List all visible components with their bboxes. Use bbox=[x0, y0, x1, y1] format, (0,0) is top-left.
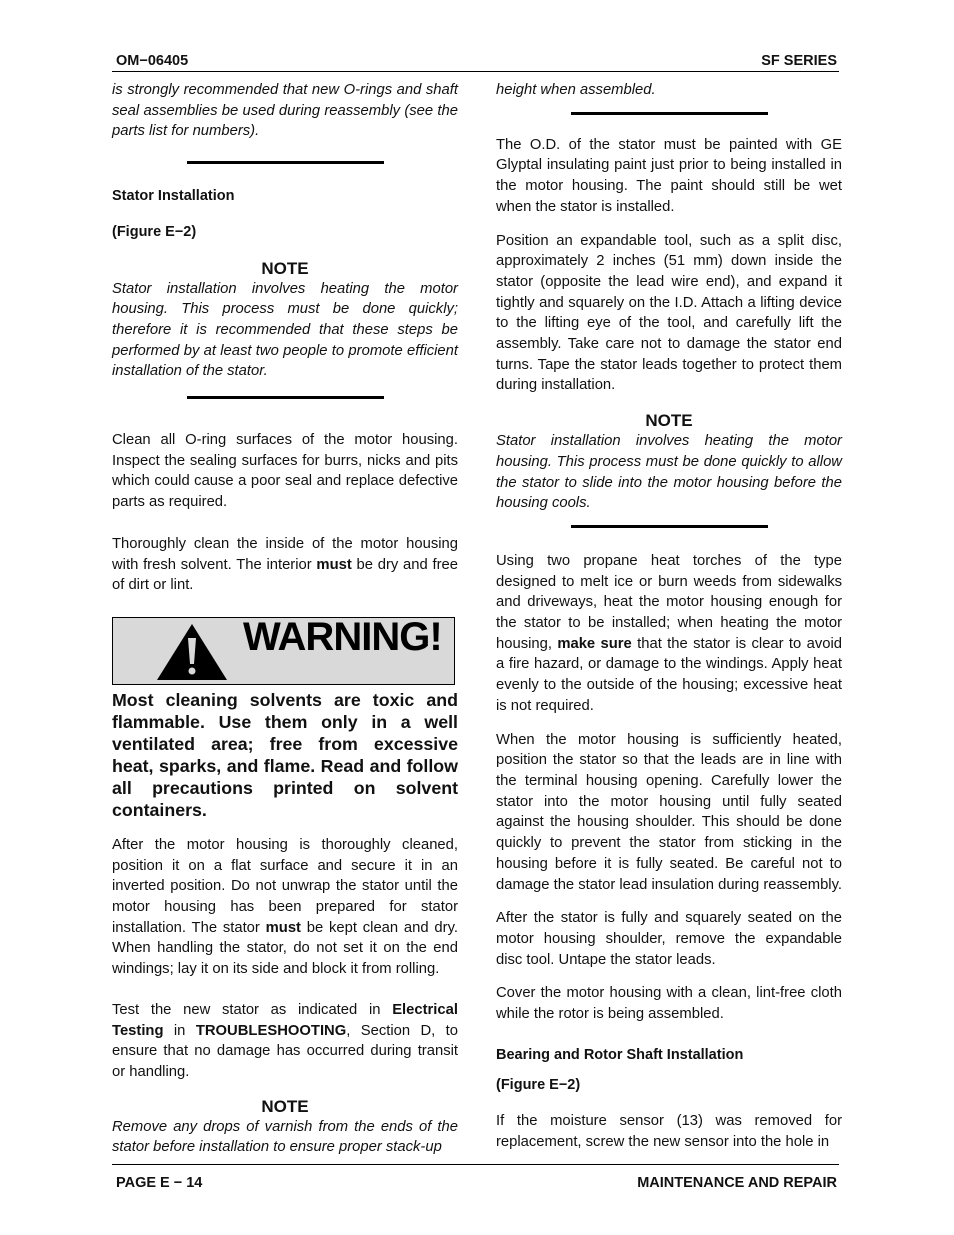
divider-bar bbox=[187, 396, 384, 399]
divider-bar bbox=[571, 525, 768, 528]
note-text: Stator installation involves heating the motor housing. This process must be done quickly to allow the stator to slide into the motor housing before the housing cools. bbox=[496, 433, 842, 512]
warning-triangle-icon bbox=[155, 622, 229, 682]
paragraph: Cover the motor housing with a clean, lint-free cloth while the rotor is being assembled. bbox=[496, 985, 842, 1023]
document-id: OM−06405 bbox=[116, 53, 189, 69]
divider-bar bbox=[571, 112, 768, 115]
section-title: Bearing and Rotor Shaft Installation bbox=[496, 1046, 744, 1063]
paragraph: After the motor housing is thoroughly cleaned, position it on a flat surface and secure it in an inverted position. Do not unwrap the stator until the motor housing has been prepared for stator installation. The stator must be kept clean and dry. When handling the stator, do not set it on the end windings; lay it on its side and block it from rolling. bbox=[112, 836, 458, 978]
note-text: Remove any drops of varnish from the ends of the stator before installation to ensure proper stack-up bbox=[112, 1118, 458, 1156]
continued-text: height when assembled. bbox=[496, 82, 656, 98]
right-column bbox=[496, 80, 842, 1153]
section-figure-ref: (Figure E−2) bbox=[112, 223, 197, 240]
note-text: Stator installation involves heating the motor housing. This process must be done quickly; therefore it is recommended that these steps be performed by at least two people to promote efficient installation of the stator. bbox=[112, 280, 458, 380]
divider-bar bbox=[187, 161, 384, 164]
note-title: NOTE bbox=[645, 411, 693, 431]
paragraph: Clean all O-ring surfaces of the motor housing. Inspect the sealing surfaces for burrs, nicks and pits which could cause a poor seal and replace defective parts as required. bbox=[112, 432, 458, 511]
section-title: Stator Installation bbox=[112, 188, 235, 205]
section-name: MAINTENANCE AND REPAIR bbox=[637, 1175, 837, 1191]
paragraph: Test the new stator as indicated in Electrical Testing in TROUBLESHOOTING, Section D, to ensure that no damage has occurred during transit or handling. bbox=[112, 1001, 459, 1080]
paragraph: Thoroughly clean the inside of the motor housing with fresh solvent. The interior must be dry and free of dirt or lint. bbox=[112, 535, 458, 594]
left-column bbox=[112, 80, 458, 1158]
section-figure-ref: (Figure E−2) bbox=[496, 1077, 581, 1094]
paragraph: After the stator is fully and squarely seated on the motor housing shoulder, remove the expandable disc tool. Untape the stator leads. bbox=[496, 910, 842, 968]
paragraph: If the moisture sensor (13) was removed for replacement, screw the new sensor into the hole in bbox=[496, 1113, 842, 1150]
footer-rule bbox=[112, 1164, 839, 1165]
header-rule bbox=[112, 71, 839, 72]
note-title: NOTE bbox=[261, 258, 309, 278]
paragraph: The O.D. of the stator must be painted with GE Glyptal insulating paint just prior to being installed in the motor housing. The paint should still be wet when the stator is installed. bbox=[496, 136, 842, 215]
warning-title: WARNING! bbox=[243, 614, 442, 659]
series-name: SF SERIES bbox=[761, 53, 837, 69]
paragraph: Using two propane heat torches of the type designed to melt ice or burn weeds from sidewalks and driveways, heat the motor housing enough for the stator to be installed; when heating the motor housing, make sure that the stator is clear to avoid a fire hazard, or damage to the windings. Apply heat evenly to the outside of the housing; excessive heat is not required. bbox=[496, 552, 843, 714]
warning-banner bbox=[112, 614, 455, 685]
paragraph: When the motor housing is sufficiently heated, position the stator so that the leads are in line with the terminal housing opening. Carefully lower the stator into the motor housing until fully seated against the housing shoulder. This should be done quickly to prevent the stator from sticking in the housing before it is fully seated. Be careful not to damage the stator lead insulation during reassembly. bbox=[496, 731, 843, 893]
page-number: PAGE E − 14 bbox=[116, 1175, 203, 1191]
intro-text: is strongly recommended that new O-rings and shaft seal assemblies be used during reassembly (see the parts list for numbers). bbox=[112, 82, 458, 140]
note-title: NOTE bbox=[261, 1096, 309, 1116]
paragraph: Position an expandable tool, such as a split disc, approximately 2 inches (51 mm) down inside the stator (opposite the lead wire end), and expand it tightly and squarely on the I.D. Attach a lifting device to the lifting eye of the tool, and carefully lift the assembly. Take care not to damage the stator end turns. Tape the stator leads together to protect them during installation. bbox=[496, 232, 842, 394]
warning-text: Most cleaning solvents are toxic and flammable. Use them only in a well ventilated area; free from excessive heat, sparks, and flame. Read and follow all precautions printed on solvent containers. bbox=[112, 689, 458, 820]
